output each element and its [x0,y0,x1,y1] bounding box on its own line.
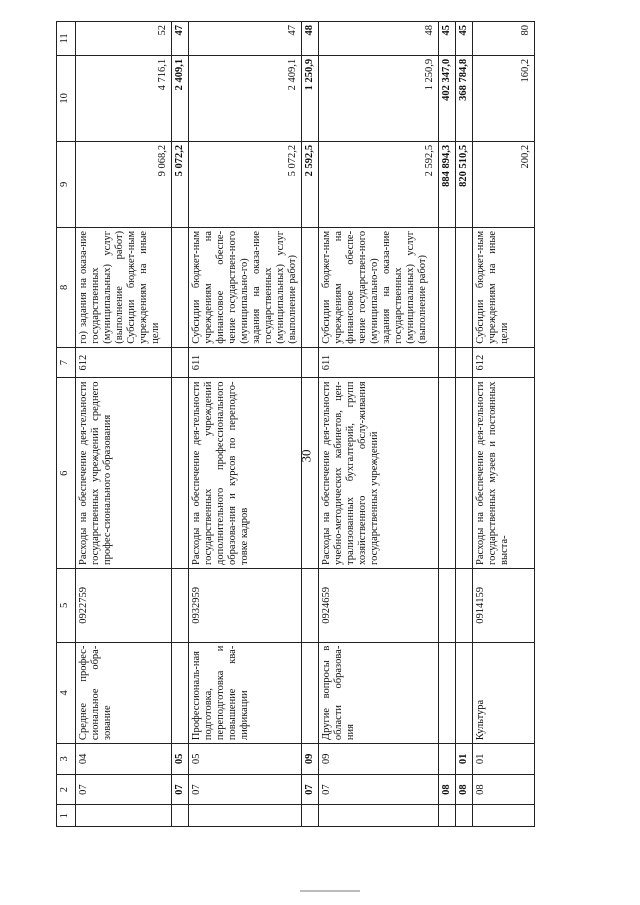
cell-c2: 07 [76,774,172,805]
cell-c11: 48 [319,22,439,56]
table-row [172,22,189,827]
cell-c2: 07 [189,774,302,805]
cell-c2: 08 [473,774,535,805]
cell-c11: 47 [172,22,189,56]
cell-c10: 1 250,9 [302,55,319,141]
cell-c9: 5 072,2 [189,141,302,227]
cell-c3: 09 [319,744,439,775]
cell-c7: 611 [319,347,439,378]
cell-c5 [456,568,473,642]
cell-c5 [172,568,189,642]
cell-c6 [439,378,456,568]
cell-c9: 9 068,2 [76,141,172,227]
cell-c3: 01 [473,744,535,775]
cell-c7: 612 [76,347,172,378]
cell-c10: 1 250,9 [319,55,439,141]
cell-c9: 200,2 [473,141,535,227]
cell-c5: 0922759 [76,568,172,642]
cell-c1 [319,805,439,827]
cell-c9: 5 072,2 [172,141,189,227]
cell-c7 [172,347,189,378]
cell-c4: Культура [473,642,535,743]
cell-c4: Среднее профес-сиональное обра-зование [76,642,172,743]
cell-c11: 48 [302,22,319,56]
header-cell: 5 [57,568,76,642]
cell-c9: 2 592,5 [302,141,319,227]
cell-c4: Профессиональ-ная подготовка, переподготовка и повышение ква-лификации [189,642,302,743]
cell-c2: 07 [302,774,319,805]
table-row [439,22,456,827]
cell-c9: 884 894,3 [439,141,456,227]
cell-c5: 0914159 [473,568,535,642]
cell-c4 [172,642,189,743]
cell-c7 [302,347,319,378]
cell-c8: Субсидии бюджет-ным учреждениям на иные цели [473,227,535,347]
cell-c7 [439,347,456,378]
header-cell: 4 [57,642,76,743]
cell-c7: 611 [189,347,302,378]
cell-c1 [473,805,535,827]
cell-c5 [439,568,456,642]
cell-c7: 612 [473,347,535,378]
cell-c6 [302,378,319,568]
cell-c8 [172,227,189,347]
table-row [456,22,473,827]
cell-c10: 402 347,0 [439,55,456,141]
header-cell: 10 [57,55,76,141]
table-row [189,22,302,827]
cell-c8: го) задания на оказа-ние государственных (муниципальных) услуг (выполнение работ) Субсидии бюджет-ным учреждениям на иные цели [76,227,172,347]
cell-c11: 45 [439,22,456,56]
cell-c6 [456,378,473,568]
cell-c10: 368 784,8 [456,55,473,141]
cell-c4 [302,642,319,743]
cell-c2: 07 [319,774,439,805]
cell-c2: 07 [172,774,189,805]
cell-c3: 05 [172,744,189,775]
header-cell: 1 [57,805,76,827]
cell-c5 [302,568,319,642]
cell-c3: 05 [189,744,302,775]
cell-c6: Расходы на обеспечение дея-тельности государственных учреждений среднего профес-сионального образования [76,378,172,568]
cell-c1 [456,805,473,827]
cell-c6 [172,378,189,568]
cell-c2: 08 [439,774,456,805]
table-row [76,22,172,827]
table-row [319,22,439,827]
cell-c8 [439,227,456,347]
cell-c8: Субсидии бюджет-ным учреждениям на финансовое обеспе-чение государствен-ного (муниципально-го) задания на оказа-ние государственных (муниципальных) услуг (выполнение работ) [319,227,439,347]
budget-table-container [56,21,621,827]
cell-c6: Расходы на обеспечение дея-тельности учебно-методических кабинетов, цен-трализованных бухгалтерий, групп хозяйственного обслу-живания государственных учреждений [319,378,439,568]
cell-c11: 52 [76,22,172,56]
table-row [473,22,535,827]
cell-c9: 2 592,5 [319,141,439,227]
header-cell: 9 [57,141,76,227]
cell-c4 [456,642,473,743]
cell-c2: 08 [456,774,473,805]
cell-c9: 820 510,5 [456,141,473,227]
cell-c11: 47 [189,22,302,56]
cell-c8 [456,227,473,347]
cell-c5: 0932959 [189,568,302,642]
table-row [302,22,319,827]
cell-c1 [189,805,302,827]
cell-c4 [439,642,456,743]
cell-c6: Расходы на обеспечение дея-тельности государственных учреждений дополнительного профессионального образова-ния и курсов по переподго-товке кадров [189,378,302,568]
cell-c3: 04 [76,744,172,775]
cell-c10: 2 409,1 [172,55,189,141]
cell-c11: 80 [473,22,535,56]
cell-c8 [302,227,319,347]
cell-c8: Субсидии бюджет-ным учреждениям на финансовое обеспе-чение государствен-ного (муниципально-го) задания на оказа-ние государственных (муниципальных) услуг (выполнение работ) [189,227,302,347]
header-cell: 3 [57,744,76,775]
scan-mark [300,890,360,892]
cell-c10: 4 716,1 [76,55,172,141]
header-cell: 2 [57,774,76,805]
header-cell: 11 [57,22,76,56]
cell-c3 [439,744,456,775]
cell-c7 [456,347,473,378]
cell-c1 [439,805,456,827]
budget-table [56,21,535,827]
cell-c1 [172,805,189,827]
cell-c3: 01 [456,744,473,775]
header-row [57,22,76,827]
cell-c11: 45 [456,22,473,56]
page-number: 30 [298,449,314,463]
cell-c1 [76,805,172,827]
header-cell: 7 [57,347,76,378]
cell-c5: 0924659 [319,568,439,642]
cell-c6: Расходы на обеспечение дея-тельности государственных музеев и постоянных выста- [473,378,535,568]
header-cell: 6 [57,378,76,568]
cell-c10: 2 409,1 [189,55,302,141]
cell-c1 [302,805,319,827]
cell-c10: 160,2 [473,55,535,141]
header-cell: 8 [57,227,76,347]
cell-c3: 09 [302,744,319,775]
cell-c4: Другие вопросы в области образова-ния [319,642,439,743]
